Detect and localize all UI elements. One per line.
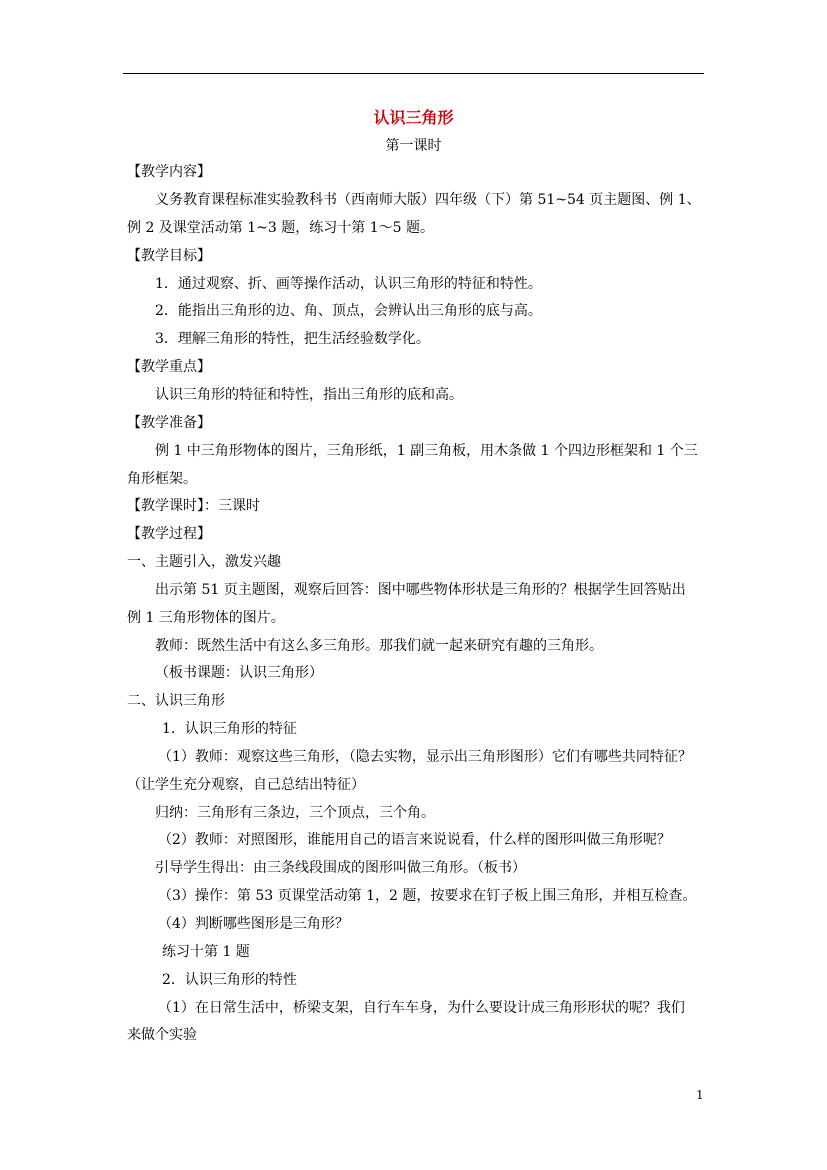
paragraph-line: 二、认识三角形 bbox=[127, 693, 225, 709]
paragraph-line: 1．认识三角形的特征 bbox=[162, 721, 297, 737]
paragraph-line: （让学生充分观察，自己总结出特征） bbox=[127, 777, 365, 793]
paragraph-line: 角形框架。 bbox=[127, 471, 197, 487]
paragraph-line: （1）在日常生活中，桥梁支架，自行车车身，为什么要设计成三角形形状的呢？我们 bbox=[158, 1000, 685, 1016]
section-heading: 【教学过程】 bbox=[127, 526, 211, 542]
paragraph-line: 教师：既然生活中有这么多三角形。那我们就一起来研究有趣的三角形。 bbox=[155, 638, 603, 654]
paragraph-line: 出示第 51 页主题图，观察后回答：图中哪些物体形状是三角形的？根据学生回答贴出 bbox=[155, 582, 686, 598]
page-subtitle: 第一课时 bbox=[385, 138, 442, 154]
paragraph-line: 例 1 三角形物体的图片。 bbox=[127, 610, 285, 626]
paragraph-line: 来做个实验 bbox=[127, 1027, 197, 1043]
page-title: 认识三角形 bbox=[373, 108, 454, 127]
paragraph-line: （1）教师：观察这些三角形，（隐去实物，显示出三角形图形）它们有哪些共同特征？ bbox=[158, 749, 692, 765]
section-heading: 【教学重点】 bbox=[127, 359, 211, 375]
paragraph-line: 2．能指出三角形的边、角、顶点，会辨认出三角形的底与高。 bbox=[155, 303, 542, 319]
paragraph-line: 例 1 中三角形物体的图片，三角形纸，1 副三角板，用木条做 1 个四边形框架和 1 个三 bbox=[155, 443, 698, 459]
section-heading: 【教学内容】 bbox=[127, 164, 211, 180]
paragraph-line: 引导学生得出：由三条线段围成的图形叫做三角形。（板书） bbox=[155, 860, 526, 876]
paragraph-line: 3．理解三角形的特性，把生活经验数学化。 bbox=[155, 331, 430, 347]
page-number: 1 bbox=[696, 1088, 704, 1102]
paragraph-line: 归纳：三角形有三条边，三个顶点，三个角。 bbox=[155, 805, 435, 821]
paragraph-line: 1．通过观察、折、画等操作活动，认识三角形的特征和特性。 bbox=[155, 276, 542, 292]
paragraph-line: 2．认识三角形的特性 bbox=[162, 972, 297, 988]
paragraph-line: 义务教育课程标准实验教科书（西南师大版）四年级（下）第 51~54 页主题图、例 1、 bbox=[155, 192, 701, 208]
paragraph-line: （2）教师：对照图形，谁能用自己的语言来说说看，什么样的图形叫做三角形呢？ bbox=[158, 832, 671, 848]
paragraph-line: （4）判断哪些图形是三角形？ bbox=[158, 916, 349, 932]
section-heading: 【教学课时】：三课时 bbox=[127, 498, 260, 514]
paragraph-line: 练习十第 1 题 bbox=[162, 944, 250, 960]
section-heading: 【教学准备】 bbox=[127, 415, 211, 431]
paragraph-line: 一、主题引入，激发兴趣 bbox=[127, 554, 281, 570]
paragraph-line: （3）操作：第 53 页课堂活动第 1，2 题，按要求在钉子板上围三角形，并相互检查。 bbox=[158, 888, 697, 904]
paragraph-line: 例 2 及课堂活动第 1~3 题，练习十第 1～5 题。 bbox=[127, 220, 434, 236]
paragraph-line: （板书课题：认识三角形） bbox=[155, 665, 323, 681]
section-heading: 【教学目标】 bbox=[127, 248, 211, 264]
header-rule bbox=[123, 73, 704, 74]
paragraph-line: 认识三角形的特征和特性，指出三角形的底和高。 bbox=[155, 387, 463, 403]
